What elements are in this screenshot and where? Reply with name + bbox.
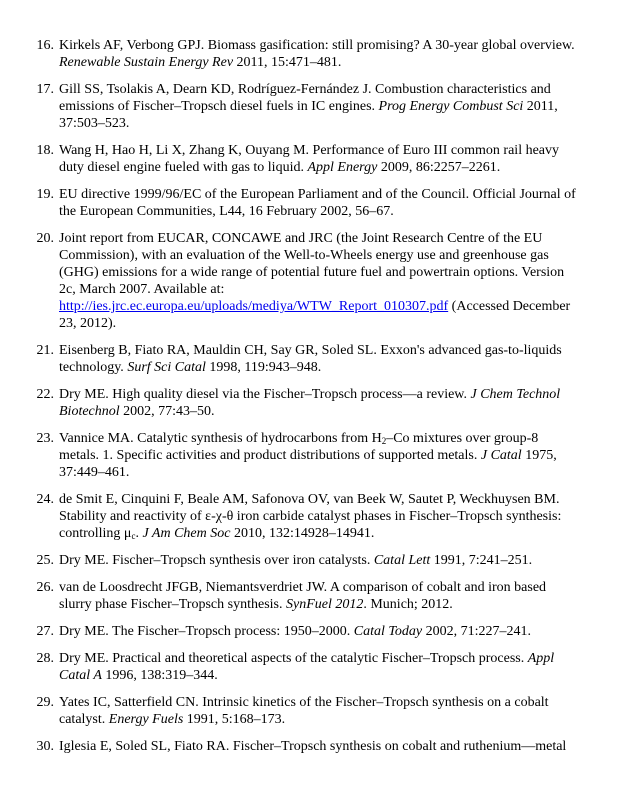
reference-segment: van de Loosdrecht JFGB, Niemantsverdriet JW. A comparison of cobalt and iron based slurry phase Fischer–Tropsch synthesis. <box>59 580 547 612</box>
reference-segment: 1996, 138:319–344. <box>101 668 218 683</box>
reference-number-text: 23. <box>36 431 54 446</box>
journal-title: Appl Catal A <box>59 651 555 683</box>
reference-text <box>59 38 575 70</box>
journal-title: Surf Sci Catal <box>127 360 206 375</box>
reference-number-text: 27. <box>36 624 54 639</box>
reference-number-text: 18. <box>36 143 54 158</box>
reference-item <box>0 623 617 640</box>
reference-segment: de Smit E, Cinquini F, Beale AM, Safonova OV, van Beek W, Sautet P, Weckhuysen BM. Stability and reactivity of ε-χ-θ iron carbide catalyst phases in Fischer–Tropsch synthesis: controlling μ <box>59 492 562 541</box>
reference-number <box>0 230 54 247</box>
journal-title: J Am Chem Soc <box>142 526 231 541</box>
journal-title: Prog Energy Combust Sci <box>378 99 524 114</box>
reference-number-text: 22. <box>36 387 54 402</box>
reference-text <box>59 82 558 131</box>
reference-number <box>0 186 54 203</box>
reference-segment: 1991, 7:241–251. <box>430 553 533 568</box>
reference-number <box>0 552 54 569</box>
reference-text <box>59 739 566 754</box>
reference-text <box>59 553 532 568</box>
journal-title: Energy Fuels <box>108 712 184 727</box>
reference-number-text: 21. <box>36 343 54 358</box>
reference-segment: Dry ME. High quality diesel via the Fischer–Tropsch process—a review. <box>59 387 471 402</box>
reference-item <box>0 430 617 481</box>
reference-segment: 1975, 37:449–461. <box>59 448 557 480</box>
reference-item <box>0 694 617 728</box>
reference-item <box>0 579 617 613</box>
reference-text <box>59 387 560 419</box>
reference-number-text: 25. <box>36 553 54 568</box>
reference-segment: Vannice MA. Catalytic synthesis of hydrocarbons from H <box>59 431 382 446</box>
reference-link[interactable]: http://ies.jrc.ec.europa.eu/uploads/mediya/WTW_Report_010307.pdf <box>59 299 449 314</box>
reference-text <box>59 231 570 331</box>
reference-segment: 2009, 86:2257–2261. <box>377 160 501 175</box>
reference-segment: (Accessed December 23, 2012). <box>59 299 571 331</box>
reference-item <box>0 142 617 176</box>
reference-item <box>0 186 617 220</box>
reference-segment: . <box>135 526 143 541</box>
reference-number <box>0 491 54 508</box>
reference-segment: 2002, 77:43–50. <box>119 404 215 419</box>
reference-item <box>0 386 617 420</box>
reference-segment: 2011, 37:503–523. <box>59 99 558 131</box>
reference-segment: . Munich; 2012. <box>363 597 453 612</box>
journal-title: Appl Energy <box>307 160 378 175</box>
reference-segment: 1998, 119:943–948. <box>205 360 322 375</box>
reference-number <box>0 142 54 159</box>
reference-segment: Kirkels AF, Verbong GPJ. Biomass gasification: still promising? A 30-year global overview. <box>59 38 575 53</box>
journal-title: Catal Lett <box>373 553 431 568</box>
reference-segment: Gill SS, Tsolakis A, Dearn KD, Rodríguez-Fernández J. Combustion characteristics and emissions of Fischer–Tropsch diesel fuels in IC engines. <box>59 82 551 114</box>
reference-number-text: 29. <box>36 695 54 710</box>
reference-text <box>59 624 531 639</box>
reference-text <box>59 492 561 541</box>
reference-number-text: 28. <box>36 651 54 666</box>
journal-title: SynFuel 2012 <box>285 597 364 612</box>
reference-number-text: 30. <box>36 739 54 754</box>
reference-text <box>59 143 559 175</box>
reference-segment: 2002, 71:227–241. <box>422 624 531 639</box>
reference-number-text: 19. <box>36 187 54 202</box>
reference-number-text: 17. <box>36 82 54 97</box>
reference-segment: Dry ME. Practical and theoretical aspects of the catalytic Fischer–Tropsch process. <box>59 651 528 666</box>
reference-text <box>59 343 562 375</box>
reference-segment: Dry ME. The Fischer–Tropsch process: 1950–2000. <box>59 624 354 639</box>
reference-item <box>0 81 617 132</box>
reference-segment: EU directive 1999/96/EC of the European Parliament and of the Council. Official Journal of the European Communities, L44, 16 February 2002, 56–67. <box>59 187 576 219</box>
reference-segment: Eisenberg B, Fiato RA, Mauldin CH, Say GR, Soled SL. Exxon's advanced gas-to-liquids technology. <box>59 343 562 375</box>
journal-title: J Catal <box>480 448 522 463</box>
reference-item <box>0 342 617 376</box>
reference-number <box>0 623 54 640</box>
reference-number-text: 26. <box>36 580 54 595</box>
reference-item <box>0 230 617 332</box>
reference-text <box>59 187 576 219</box>
reference-text <box>59 431 557 480</box>
reference-segment: 1991, 5:168–173. <box>183 712 286 727</box>
reference-segment: Iglesia E, Soled SL, Fiato RA. Fischer–Tropsch synthesis on cobalt and ruthenium—metal <box>59 739 567 754</box>
journal-title: Catal Today <box>353 624 423 639</box>
reference-segment: Yates IC, Satterfield CN. Intrinsic kinetics of the Fischer–Tropsch synthesis on a cobalt catalyst. <box>59 695 549 727</box>
reference-item <box>0 491 617 542</box>
reference-segment: 2010, 132:14928–14941. <box>230 526 375 541</box>
reference-segment: –Co mixtures over group-8 metals. 1. Specific activities and product distributions of supported metals. <box>59 431 539 463</box>
reference-number <box>0 694 54 711</box>
journal-title: J Chem Technol Biotechnol <box>59 387 561 419</box>
reference-number <box>0 342 54 359</box>
reference-item <box>0 738 617 755</box>
reference-number-text: 16. <box>36 38 54 53</box>
reference-number <box>0 650 54 667</box>
reference-number <box>0 386 54 403</box>
reference-text <box>59 580 546 612</box>
reference-item <box>0 650 617 684</box>
subscript: 2 <box>381 436 387 446</box>
reference-number <box>0 37 54 54</box>
reference-segment: Joint report from EUCAR, CONCAWE and JRC (the Joint Research Centre of the EU Commission), with an evaluation of the Well-to-Wheels energy use and greenhouse gas (GHG) emissions for a wide range of potential future fuel and powertrain options. Version 2c, March 2007. Available at: <box>59 231 565 297</box>
reference-number-text: 20. <box>36 231 54 246</box>
reference-segment: 2011, 15:471–481. <box>233 55 342 70</box>
reference-item <box>0 552 617 569</box>
reference-text <box>59 651 554 683</box>
reference-number-text: 24. <box>36 492 54 507</box>
reference-item <box>0 37 617 71</box>
reference-segment: Dry ME. Fischer–Tropsch synthesis over iron catalysts. <box>59 553 374 568</box>
reference-number <box>0 738 54 755</box>
journal-title: Renewable Sustain Energy Rev <box>59 55 234 70</box>
reference-number <box>0 579 54 596</box>
reference-number <box>0 81 54 98</box>
reference-segment: Wang H, Hao H, Li X, Zhang K, Ouyang M. Performance of Euro III common rail heavy duty diesel engine fueled with gas to liquid. <box>59 143 560 175</box>
reference-text <box>59 695 549 727</box>
reference-list <box>0 37 617 765</box>
reference-number <box>0 430 54 447</box>
subscript: c <box>131 531 136 541</box>
